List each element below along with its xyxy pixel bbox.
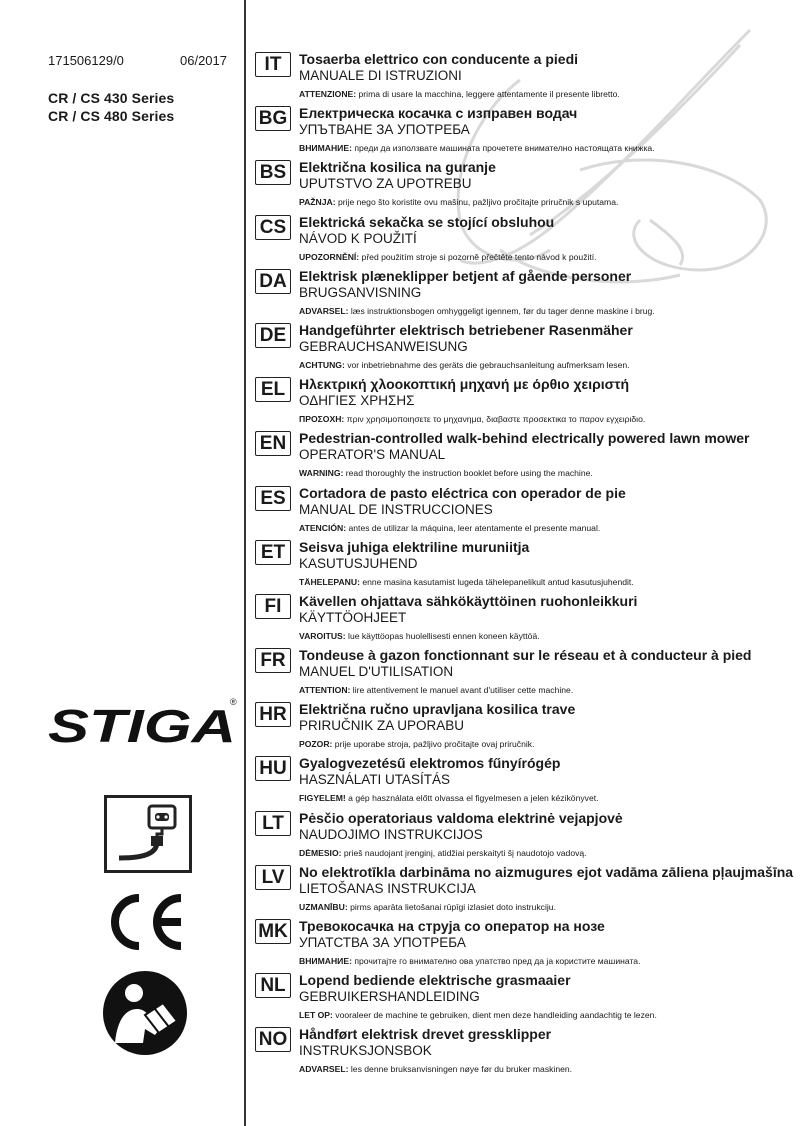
entry-warning [299, 1064, 572, 1074]
warning-label: WARNING: [299, 468, 344, 479]
language-code-badge: BG [255, 106, 291, 131]
entry-manual-name: INSTRUKSJONSBOK [299, 1043, 432, 1059]
warning-text: vor inbetriebnahme des geräts die gebrauchsanleitung aufmerksam lesen. [344, 359, 630, 370]
registered-mark: ® [230, 697, 237, 707]
entry-warning [299, 1010, 657, 1020]
entry-fr [255, 646, 795, 700]
entry-title: Pedestrian-controlled walk-behind electrically powered lawn mower [299, 430, 750, 447]
warning-text: prije uporabe stroja, pažljivo pročitajte ovaj priručnik. [332, 739, 535, 750]
warning-text: enne masina kasutamist lugeda tähelepanelikult antud kasutusjuhendit. [359, 576, 634, 587]
entry-warning [299, 902, 556, 912]
document-code: 171506129/0 [48, 53, 124, 68]
language-code-badge: HR [255, 702, 291, 727]
warning-text: прочитајте го внимателно ова упатство пред да ја користите машината. [351, 956, 641, 966]
warning-text: a gép használata előtt olvassa el figyelmesen a jelen kézikönyvet. [345, 793, 599, 804]
entry-title: Tondeuse à gazon fonctionnant sur le réseau et à conducteur à pied [299, 647, 752, 664]
warning-text: les denne bruksanvisningen nøye før du bruker maskinen. [348, 1064, 573, 1075]
warning-label: ВНИМАНИЕ: [299, 956, 352, 966]
entry-warning [299, 685, 573, 695]
entry-manual-name: NAUDOJIMO INSTRUKCIJOS [299, 826, 483, 842]
warning-text: læs instruktionsbogen omhyggeligt igennem, før du tager denne maskine i brug. [348, 305, 655, 316]
entry-warning [299, 143, 655, 153]
entry-en [255, 429, 795, 483]
entry-cs [255, 213, 795, 267]
entry-lt [255, 809, 795, 863]
entry-el [255, 375, 795, 429]
entry-warning [299, 848, 587, 858]
entry-da [255, 267, 795, 321]
entry-warning [299, 197, 618, 207]
entry-warning [299, 956, 640, 966]
entry-manual-name: GEBRAUCHSANWEISUNG [299, 338, 468, 354]
entry-es [255, 484, 795, 538]
entry-warning [299, 739, 534, 749]
stiga-logo [46, 700, 238, 750]
language-code-badge: DE [255, 323, 291, 348]
entry-fi [255, 592, 795, 646]
entry-title: Električna kosilica na guranje [299, 159, 496, 176]
entry-manual-name: KÄYTTÖOHJEET [299, 609, 407, 625]
entry-et [255, 538, 795, 592]
entry-title: Elektrická sekačka se stojící obsluhou [299, 213, 555, 230]
warning-text: pirms aparāta lietošanai rūpīgi izlasiet doto instrukciju. [347, 901, 556, 912]
warning-label: ADVARSEL: [299, 305, 349, 316]
series-name-2: CR / CS 480 Series [48, 108, 175, 124]
entry-title: Pėsčio operatoriaus valdoma elektrinė vejapjovė [299, 809, 623, 826]
entry-title: Gyalogvezetésű elektromos fűnyírógép [299, 755, 561, 772]
entry-manual-name: УПЪТВАНЕ ЗА УПОТРЕБА [299, 122, 470, 138]
entry-nl [255, 971, 795, 1025]
warning-label: ВНИМАНИЕ: [299, 143, 352, 154]
warning-label: LET OP: [299, 1010, 333, 1021]
warning-label: FIGYELEM! [299, 793, 346, 804]
language-code-badge: CS [255, 215, 291, 240]
entry-title: Elektrisk plæneklipper betjent af gående personer [299, 267, 632, 284]
entry-manual-name: UPUTSTVO ZA UPOTREBU [299, 176, 472, 192]
warning-label: UPOZORNĚNÍ: [299, 251, 360, 262]
warning-text: před použitím stroje si pozorně přečtěte tento návod k použití. [359, 251, 597, 262]
series-name-1: CR / CS 430 Series [48, 90, 175, 106]
read-manual-icon [101, 969, 189, 1057]
entry-title: Handgeführter elektrisch betriebener Rasenmäher [299, 321, 633, 338]
warning-label: UZMANĪBU: [299, 901, 348, 912]
language-code-badge: EL [255, 377, 291, 402]
entry-no [255, 1025, 795, 1079]
entry-warning [299, 360, 630, 370]
entry-manual-name: KASUTUSJUHEND [299, 555, 418, 571]
entry-manual-name: LIETOŠANAS INSTRUKCIJA [299, 880, 476, 896]
entry-title: Ηλεκτρική χλοοκοπτική μηχανή με όρθιο χειριστή [299, 376, 630, 393]
entry-title: No elektrotīkla darbināma no aizmugures ejot vadāma zāliena pļaujmašīna [299, 863, 794, 880]
entry-title: Kävellen ohjattava sähkökäyttöinen ruohonleikkuri [299, 592, 638, 609]
warning-label: ATTENTION: [299, 685, 351, 696]
entry-title: Cortadora de pasto eléctrica con operador de pie [299, 484, 626, 501]
warning-label: DĖMESIO: [299, 847, 342, 858]
warning-text: lue käyttöopas huolellisesti ennen koneen käyttöä. [345, 630, 540, 641]
warning-label: POZOR: [299, 739, 333, 750]
warning-text: vooraleer de machine te gebruiken, dient men deze handleiding aandachtig te lezen. [332, 1010, 657, 1021]
language-code-badge: NO [255, 1027, 291, 1052]
entry-manual-name: GEBRUIKERSHANDLEIDING [299, 989, 480, 1005]
language-code-badge: DA [255, 269, 291, 294]
entry-title: Lopend bediende elektrische grasmaaier [299, 972, 571, 989]
entry-warning [299, 577, 634, 587]
entry-mk [255, 917, 795, 971]
entry-warning [299, 306, 655, 316]
entry-hu [255, 754, 795, 808]
warning-label: PAŽNJA: [299, 197, 336, 208]
entry-manual-name: HASZNÁLATI UTASÍTÁS [299, 772, 451, 788]
language-code-badge: ET [255, 540, 291, 565]
vertical-divider [244, 0, 246, 1126]
entry-manual-name: УПАТСТВА ЗА УПОТРЕБА [299, 935, 466, 950]
entry-title: Тревокосачка на струја со оператор на нозе [299, 918, 605, 934]
entry-warning [299, 631, 540, 641]
entry-bg [255, 104, 795, 158]
ce-mark-icon [101, 890, 189, 954]
language-code-badge: LT [255, 811, 291, 836]
entry-title: Tosaerba elettrico con conducente a piedi [299, 51, 579, 67]
warning-text: πριν χρησιμοποιησετε το μηχανημα, διαβαστε προσεκτικα το παρον εγχειριδιο. [344, 414, 646, 425]
warning-label: ACHTUNG: [299, 359, 345, 370]
warning-label: VAROITUS: [299, 630, 346, 641]
entry-warning [299, 414, 645, 424]
entry-manual-name: MANUALE DI ISTRUZIONI [299, 68, 462, 83]
entry-manual-name: ΟΔΗΓΙΕΣ ΧΡΗΣΗΣ [299, 393, 415, 409]
warning-text: antes de utilizar la máquina, leer atentamente el presente manual. [346, 522, 601, 533]
entry-warning [299, 468, 593, 478]
logo-text: STIGA [48, 700, 236, 750]
entry-manual-name: BRUGSANVISNING [299, 284, 422, 300]
entry-manual-name: MANUAL DE INSTRUCCIONES [299, 501, 493, 517]
entry-title: Električna ručno upravljana kosilica trave [299, 701, 576, 718]
entry-manual-name: NÁVOD K POUŽITÍ [299, 230, 417, 246]
language-code-badge: MK [255, 919, 291, 944]
warning-label: ATTENZIONE: [299, 89, 357, 99]
entry-lv [255, 863, 795, 917]
entry-bs [255, 158, 795, 212]
language-code-badge: BS [255, 160, 291, 185]
document-date: 06/2017 [180, 53, 227, 68]
warning-text: prije nego što koristite ovu mašinu, pažljivo pročitajte priručnik s uputama. [335, 197, 619, 208]
language-code-badge: FI [255, 594, 291, 619]
warning-text: prima di usare la macchina, leggere attentamente il presente libretto. [356, 89, 620, 99]
plug-socket-icon [104, 795, 192, 873]
language-entries-list [255, 50, 795, 1080]
entry-title: Håndført elektrisk drevet gressklipper [299, 1026, 552, 1043]
warning-label: ATENCIÓN: [299, 522, 347, 533]
entry-hr [255, 700, 795, 754]
entry-manual-name: MANUEL D'UTILISATION [299, 664, 454, 680]
entry-warning [299, 252, 597, 262]
language-code-badge: EN [255, 431, 291, 456]
warning-label: ADVARSEL: [299, 1064, 349, 1075]
entry-warning [299, 793, 599, 803]
language-code-badge: FR [255, 648, 291, 673]
warning-text: преди да използвате машината прочетете внимателно настоящата книжка. [351, 143, 655, 154]
warning-text: read thoroughly the instruction booklet before using the machine. [343, 468, 593, 479]
language-code-badge: LV [255, 865, 291, 890]
entry-title: Seisva juhiga elektriline muruniitja [299, 538, 530, 555]
entry-warning [299, 89, 620, 99]
entry-manual-name: OPERATOR'S MANUAL [299, 447, 446, 463]
warning-label: TÄHELEPANU: [299, 576, 360, 587]
language-code-badge: HU [255, 756, 291, 781]
warning-text: lire attentivement le manuel avant d'utiliser cette machine. [350, 685, 574, 696]
entry-warning [299, 523, 600, 533]
warning-label: ΠΡΟΣΟΧΗ: [299, 414, 345, 425]
warning-text: prieš naudojant įrenginį, atidžiai perskaityti šį naudotojo vadovą. [341, 847, 587, 858]
language-code-badge: ES [255, 486, 291, 511]
entry-manual-name: PRIRUČNIK ZA UPORABU [299, 718, 465, 734]
entry-de [255, 321, 795, 375]
entry-it [255, 50, 795, 104]
language-code-badge: IT [255, 52, 291, 77]
language-code-badge: NL [255, 973, 291, 998]
entry-title: Електрическа косачка с изправен водач [299, 105, 578, 122]
